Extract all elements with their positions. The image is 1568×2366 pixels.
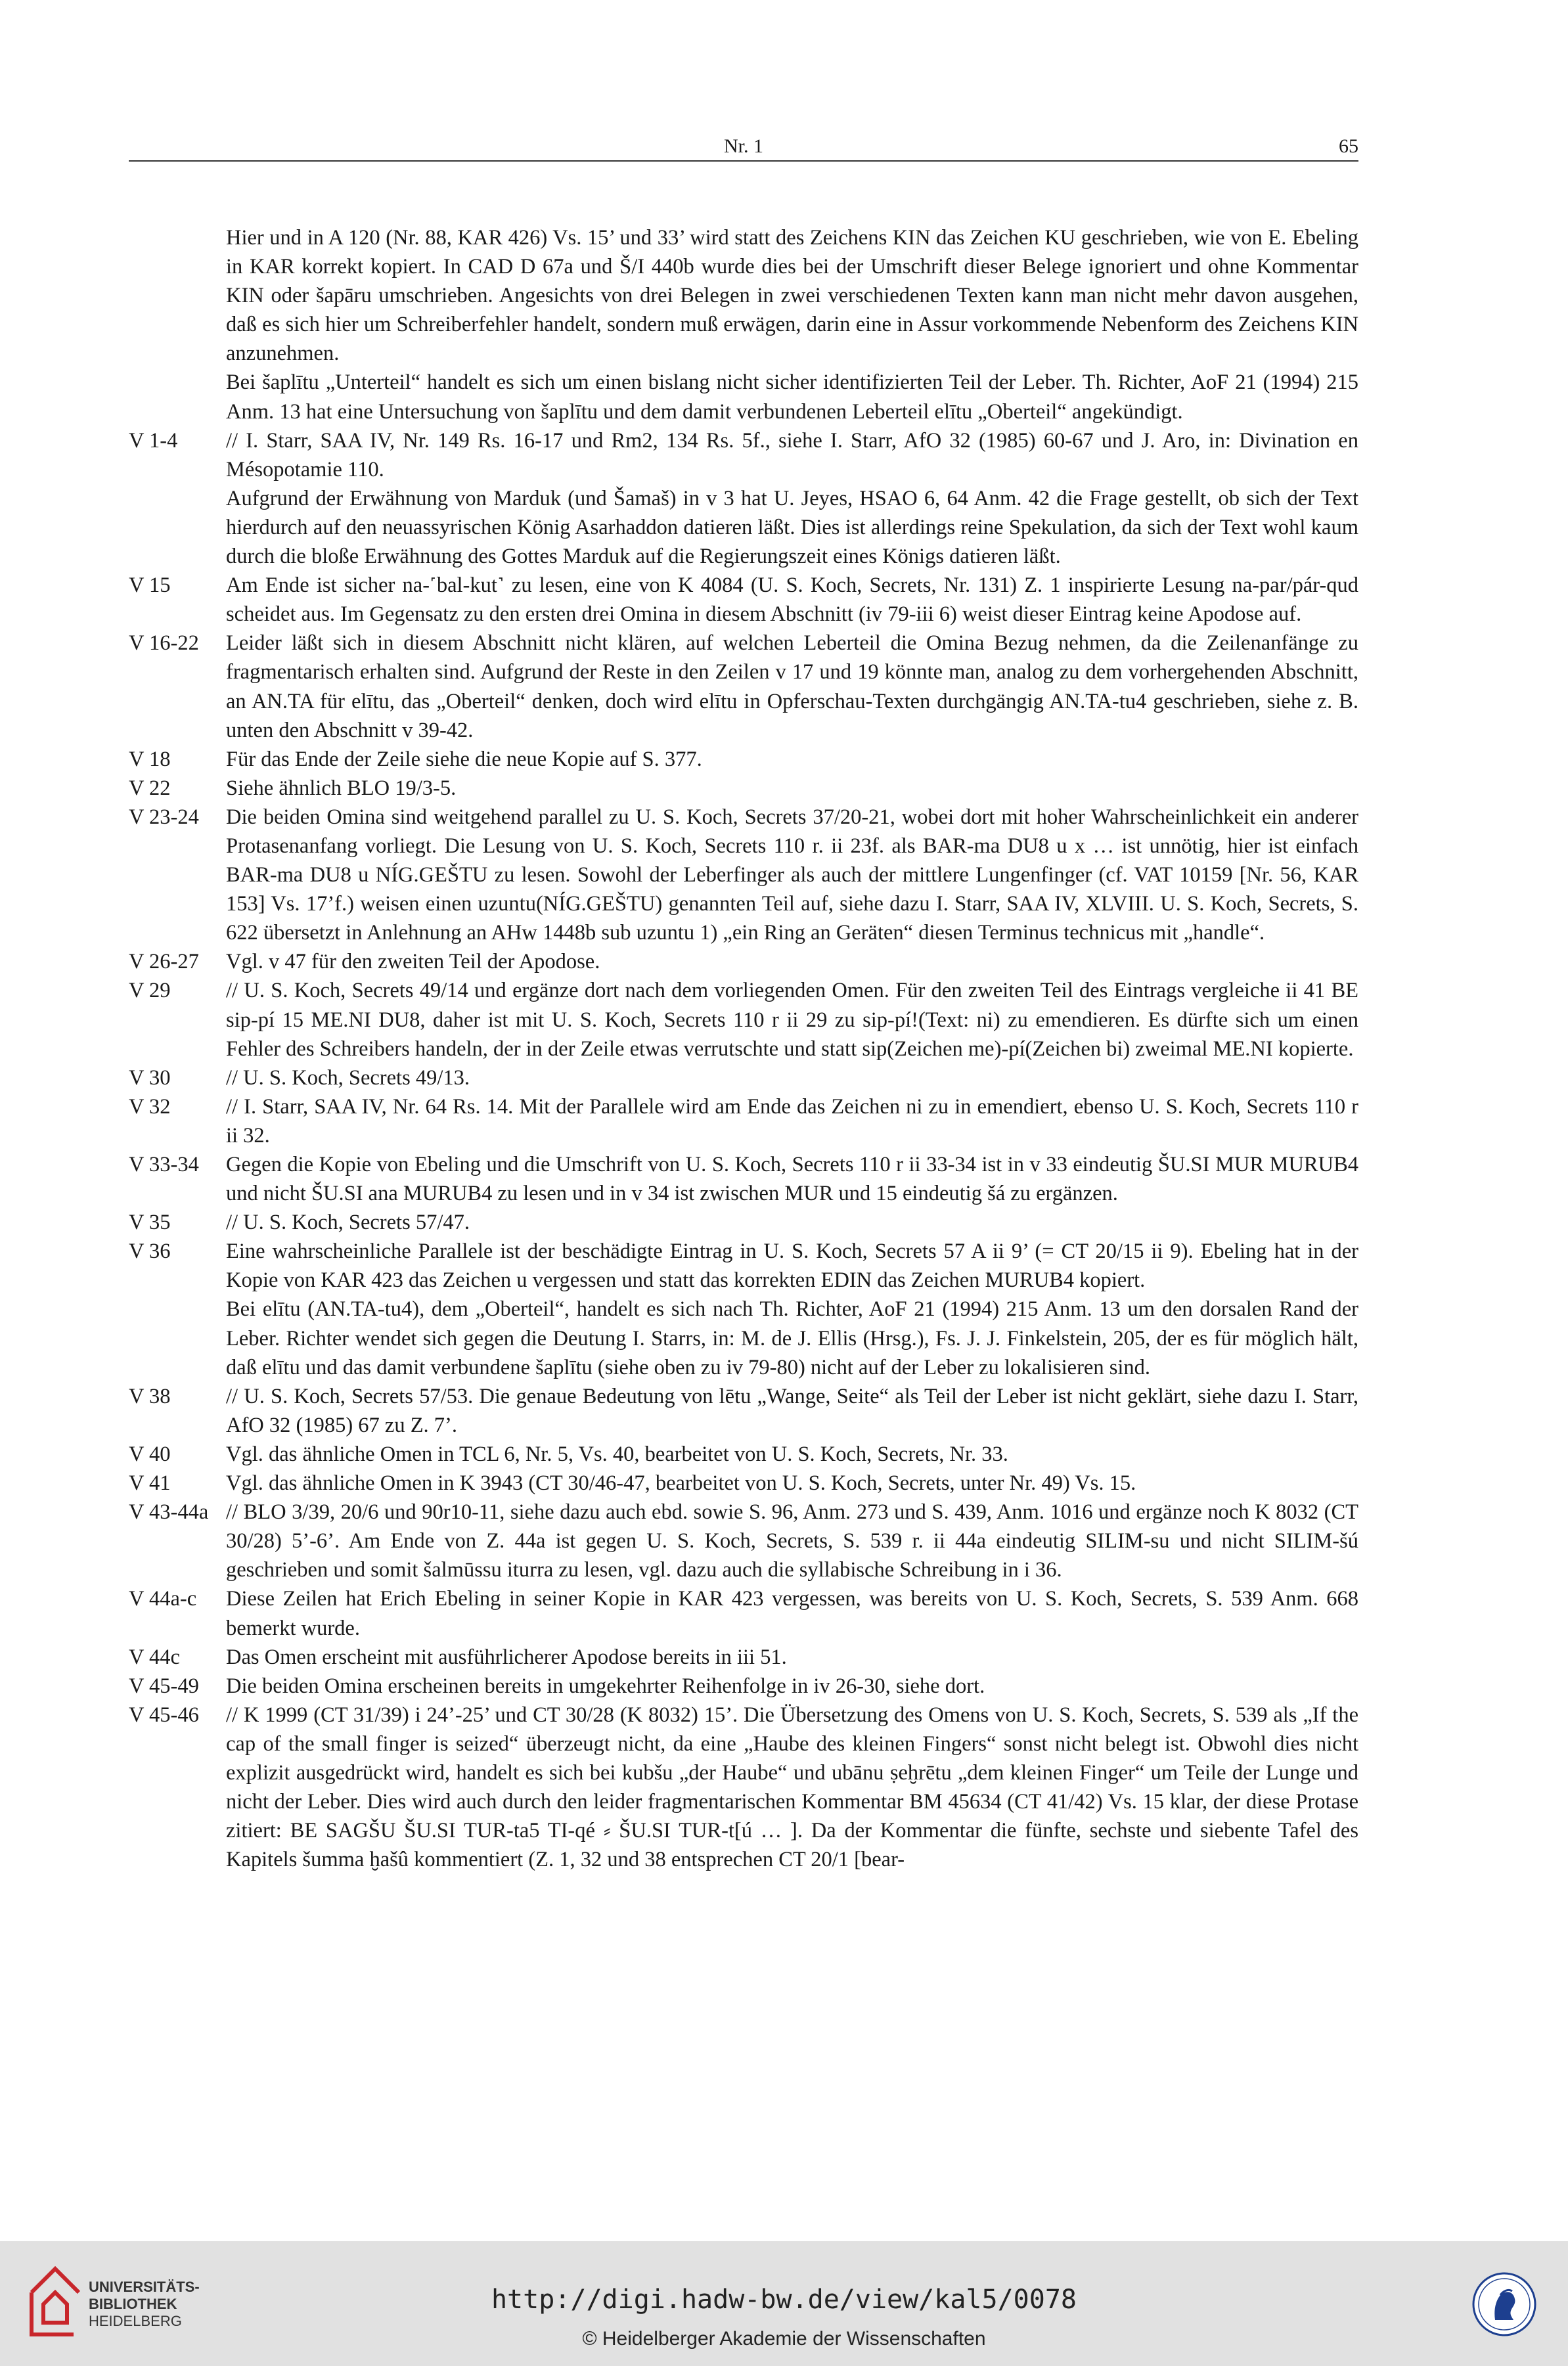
line-reference	[129, 223, 226, 368]
commentary-text: Leider läßt sich in diesem Abschnitt nicht klären, auf welchen Leberteil die Omina Bezug nehmen, da die Zeilenanfänge zu fragmentarisch erhalten sind. Aufgrund der Reste in den Zeilen v 17 und 19 könnte man, analog zu dem vorhergehenden Abschnitt, an AN.TA für elītu, das „Oberteil“ denken, doch wird elītu in Opferschau-Texten durchgängig AN.TA-tu4 geschrieben, siehe z. B. unten den Abschnitt v 39-42.	[226, 631, 1358, 742]
line-reference: V 23-24	[129, 805, 199, 829]
line-reference: V 43-44a	[129, 1500, 209, 1525]
line-reference: V 38	[129, 1384, 171, 1408]
commentary-entry	[129, 1208, 1358, 1237]
line-reference	[129, 484, 226, 571]
commentary-text: Vgl. das ähnliche Omen in K 3943 (CT 30/46-47, bearbeitet von U. S. Koch, Secrets, unter Nr. 49) Vs. 15.	[226, 1471, 1136, 1496]
commentary-text: Vgl. v 47 für den zweiten Teil der Apodose.	[226, 950, 600, 974]
commentary-entry	[129, 774, 1358, 803]
page-header	[129, 131, 1358, 162]
line-reference: V 32	[129, 1094, 171, 1119]
commentary-text: // U. S. Koch, Secrets 49/14 und ergänze dort nach dem vorliegenden Omen. Für den zweiten Teil des Eintrags vergleiche ii 41 BE sip-pí 15 ME.NI DU8, daher ist mit U. S. Koch, Secrets 110 r ii 29 zu sip-pí!(Text: ni) zu emendieren. Es dürfte sich um einen Fehler des Schreibers handeln, der in der Zeile etwas verrutschte und statt sip(Zeichen me)-pí(Zeichen bi) zweimal ME.NI kopierte.	[226, 979, 1358, 1061]
library-name-line-2: BIBLIOTHEK	[89, 2296, 177, 2312]
commentary-text: Das Omen erscheint mit ausführlicherer Apodose bereits in iii 51.	[226, 1645, 787, 1669]
digitization-footer	[0, 2241, 1568, 2366]
commentary-entry	[129, 1498, 1358, 1584]
permalink-url[interactable]: http://digi.hadw-bw.de/view/kal5/0078	[491, 2285, 1077, 2315]
line-reference: V 35	[129, 1211, 171, 1235]
line-reference: V 1-4	[129, 428, 178, 453]
commentary-entry	[129, 803, 1358, 947]
commentary-text: Die beiden Omina erscheinen bereits in umgekehrter Reihenfolge in iv 26-30, siehe dort.	[226, 1674, 985, 1698]
commentary-entry	[129, 947, 1358, 976]
line-reference: V 16-22	[129, 631, 199, 656]
library-name-line-3: HEIDELBERG	[89, 2313, 182, 2329]
commentary-text: Hier und in A 120 (Nr. 88, KAR 426) Vs. 15’ und 33’ wird statt des Zeichens KIN das Zeichen KU geschrieben, wie von E. Ebeling in KAR korrekt kopiert. In CAD D 67a und Š/I 440b wurde dies bei der Umschrift dieser Belege ignoriert und ohne Kommentar KIN oder šapāru umschrieben. Angesichts von drei Belegen in zwei verschiedenen Texten kann man nicht mehr davon ausgehen, daß es sich hier um Schreiberfehler handelt, sondern muß erwägen, darin eine in Assur vorkommende Nebenform des Zeichens KIN anzunehmen.	[226, 226, 1358, 366]
commentary-text: Am Ende ist sicher na-˹bal-kut˺ zu lesen, eine von K 4084 (U. S. Koch, Secrets, Nr. 131) Z. 1 inspirierte Lesung na-par/pár-qud scheidet aus. Im Gegensatz zu den ersten drei Omina in diesem Abschnitt (iv 79-iii 6) weist dieser Eintrag keine Apodose auf.	[226, 573, 1358, 627]
commentary-entry	[129, 1469, 1358, 1498]
line-reference: V 45-49	[129, 1674, 199, 1698]
commentary-entry	[129, 1584, 1358, 1642]
commentary-entry	[129, 629, 1358, 744]
commentary-text: Vgl. das ähnliche Omen in TCL 6, Nr. 5, Vs. 40, bearbeitet von U. S. Koch, Secrets, Nr. 33.	[226, 1442, 1008, 1466]
page-number: 65	[1339, 135, 1358, 157]
commentary-text: Für das Ende der Zeile siehe die neue Kopie auf S. 377.	[226, 747, 702, 771]
library-name-line-1: UNIVERSITÄTS-	[89, 2279, 200, 2295]
commentary-text: // U. S. Koch, Secrets 57/53. Die genaue Bedeutung von lētu „Wange, Seite“ als Teil der Leber ist nicht geklärt, siehe dazu I. Starr, AfO 32 (1985) 67 zu Z. 7’.	[226, 1384, 1358, 1437]
line-reference: V 36	[129, 1239, 171, 1264]
commentary-entry	[129, 1382, 1358, 1440]
commentary-entry	[129, 1440, 1358, 1469]
commentary-entry	[129, 1672, 1358, 1701]
commentary-text: // U. S. Koch, Secrets 57/47.	[226, 1211, 470, 1235]
commentary-entry	[129, 745, 1358, 774]
commentary-text: Bei šaplītu „Unterteil“ handelt es sich um einen bislang nicht sicher identifizierten Teil der Leber. Th. Richter, AoF 21 (1994) 215 Anm. 13 hat eine Untersuchung von šaplītu und dem damit verbundenen Leberteil elītu „Oberteil“ angekündigt.	[226, 370, 1358, 424]
commentary-text: Diese Zeilen hat Erich Ebeling in seiner Kopie in KAR 423 vergessen, was bereits von U. S. Koch, Secrets, S. 539 Anm. 668 bemerkt wurde.	[226, 1587, 1358, 1640]
line-reference: V 41	[129, 1471, 171, 1496]
running-title: Nr. 1	[724, 135, 763, 157]
line-reference: V 44a-c	[129, 1587, 197, 1611]
line-reference: V 15	[129, 573, 171, 598]
line-reference: V 33-34	[129, 1153, 199, 1176]
line-reference: V 30	[129, 1065, 171, 1090]
commentary-text: Siehe ähnlich BLO 19/3-5.	[226, 776, 457, 800]
commentary-entry	[129, 426, 1358, 484]
commentary-text: Eine wahrscheinliche Parallele ist der beschädigte Eintrag in U. S. Koch, Secrets 57 A ii 9’ (= CT 20/15 ii 9). Ebeling hat in der Kopie von KAR 423 das Zeichen u vergessen und statt das korrekten EDIN das Zeichen MURUB4 kopiert.	[226, 1239, 1358, 1293]
commentary-text: Aufgrund der Erwähnung von Marduk (und Šamaš) in v 3 hat U. Jeyes, HSAO 6, 64 Anm. 42 die Frage gestellt, ob sich der Text hierdurch auf den neuassyrischen König Asarhaddon datieren läßt. Dies ist allerdings reine Spekulation, da sich der Text wohl kaum durch die bloße Erwähnung des Gottes Marduk auf die Regierungszeit eines Königs datieren läßt.	[226, 486, 1358, 569]
commentary-entry	[129, 1237, 1358, 1295]
line-reference: V 40	[129, 1442, 171, 1466]
commentary-entry	[129, 368, 1358, 426]
copyright-notice: © Heidelberger Akademie der Wissenschaften	[582, 2328, 986, 2350]
line-reference: V 18	[129, 747, 171, 771]
commentary-entry	[129, 1092, 1358, 1150]
commentary-text: // U. S. Koch, Secrets 49/13.	[226, 1065, 470, 1090]
line-reference	[129, 368, 226, 426]
commentary-body	[129, 223, 1358, 1874]
commentary-text: Bei elītu (AN.TA-tu4), dem „Oberteil“, handelt es sich nach Th. Richter, AoF 21 (1994) 215 Anm. 13 um den dorsalen Rand der Leber. Richter wendet sich gegen die Deutung I. Starrs, in: M. de J. Ellis (Hrsg.), Fs. J. J. Finkelstein, 205, der es für möglich hält, daß elītu und das damit verbundene šaplītu (siehe oben zu iv 79-80) nicht auf der Leber zu lokalisieren sind.	[226, 1297, 1358, 1379]
commentary-text: // I. Starr, SAA IV, Nr. 64 Rs. 14. Mit der Parallele wird am Ende das Zeichen ni zu in emendiert, ebenso U. S. Koch, Secrets 110 r ii 32.	[226, 1094, 1358, 1148]
academy-seal-icon	[1471, 2271, 1537, 2337]
commentary-entry	[129, 1063, 1358, 1092]
commentary-entry	[129, 484, 1358, 571]
commentary-text: // I. Starr, SAA IV, Nr. 149 Rs. 16-17 und Rm2, 134 Rs. 5f., siehe I. Starr, AfO 32 (1985) 60-67 und J. Aro, in: Divination en Mésopotamie 110.	[226, 428, 1358, 481]
commentary-entry	[129, 1643, 1358, 1672]
commentary-text: // BLO 3/39, 20/6 und 90r10-11, siehe dazu auch ebd. sowie S. 96, Anm. 273 und S. 439, Anm. 1016 und ergänze noch K 8032 (CT 30/28) 5’-6’. Am Ende von Z. 44a ist gegen U. S. Koch, Secrets, S. 539 r. ii 44a eindeutig SILIM-su und nicht SILIM-šú geschrieben und somit šalmūssu iturra zu lesen, vgl. dazu auch die syllabische Schreibung in i 36.	[226, 1500, 1358, 1582]
line-reference: V 22	[129, 776, 171, 800]
commentary-text: // K 1999 (CT 31/39) i 24’-25’ und CT 30/28 (K 8032) 15’. Die Übersetzung des Omens von U. S. Koch, Secrets, S. 539 als „If the cap of the small finger is seized“ überzeugt nicht, da eine „Haube des kleinen Fingers“ sonst nicht belegt ist. Obwohl dies nicht explizit ausgedrückt wird, handelt es sich bei kubšu „der Haube“ und ubānu ṣeḫrētu „dem kleinen Finger“ um Teile der Lunge und nicht der Leber. Dies wird auch durch den leider fragmentarischen Kommentar BM 45634 (CT 41/42) Vs. 15 klar, der diese Protase zitiert: BE SAGŠU ŠU.SI TUR-ta5 TI-qé ⸗ ŠU.SI TUR-t[ú … ]. Da der Kommentar die fünfte, sechste und siebente Tafel des Kapitels šumma ḫašû kommentiert (Z. 1, 32 und 38 entsprechen CT 20/1 [bear-	[226, 1703, 1358, 1872]
line-reference: V 45-46	[129, 1703, 199, 1727]
commentary-entry	[129, 1295, 1358, 1381]
line-reference	[129, 1295, 226, 1381]
commentary-entry	[129, 571, 1358, 629]
commentary-entry	[129, 1150, 1358, 1208]
commentary-entry	[129, 1701, 1358, 1875]
commentary-entry	[129, 976, 1358, 1063]
line-reference: V 29	[129, 979, 171, 1003]
line-reference: V 26-27	[129, 950, 199, 974]
commentary-text: Die beiden Omina sind weitgehend parallel zu U. S. Koch, Secrets 37/20-21, wobei dort mit hoher Wahrscheinlichkeit ein anderer Protasenanfang vorliegt. Die Lesung von U. S. Koch, Secrets 110 r. ii 23f. als BAR-ma DU8 u x … ist unnötig, hier ist einfach BAR-ma DU8 u NÍG.GEŠTU zu lesen. Sowohl der Leberfinger als auch der mittlere Lungenfinger (cf. VAT 10159 [Nr. 56, KAR 153] Vs. 17’f.) weisen einen uzuntu(NÍG.GEŠTU) genannten Teil auf, siehe dazu I. Starr, SAA IV, XLVIII. U. S. Koch, Secrets, S. 622 übersetzt in Anlehnung an AHw 1448b sub uzuntu 1) „ein Ring an Geräten“ diesen Terminus technicus mit „handle“.	[226, 805, 1358, 945]
commentary-entry	[129, 223, 1358, 368]
commentary-text: Gegen die Kopie von Ebeling und die Umschrift von U. S. Koch, Secrets 110 r ii 33-34 ist in v 33 eindeutig ŠU.SI MUR MURUB4 und nicht ŠU.SI ana MURUB4 zu lesen und in v 34 ist zwischen MUR und 15 eindeutig šá zu ergänzen.	[226, 1153, 1358, 1206]
line-reference: V 44c	[129, 1645, 180, 1669]
